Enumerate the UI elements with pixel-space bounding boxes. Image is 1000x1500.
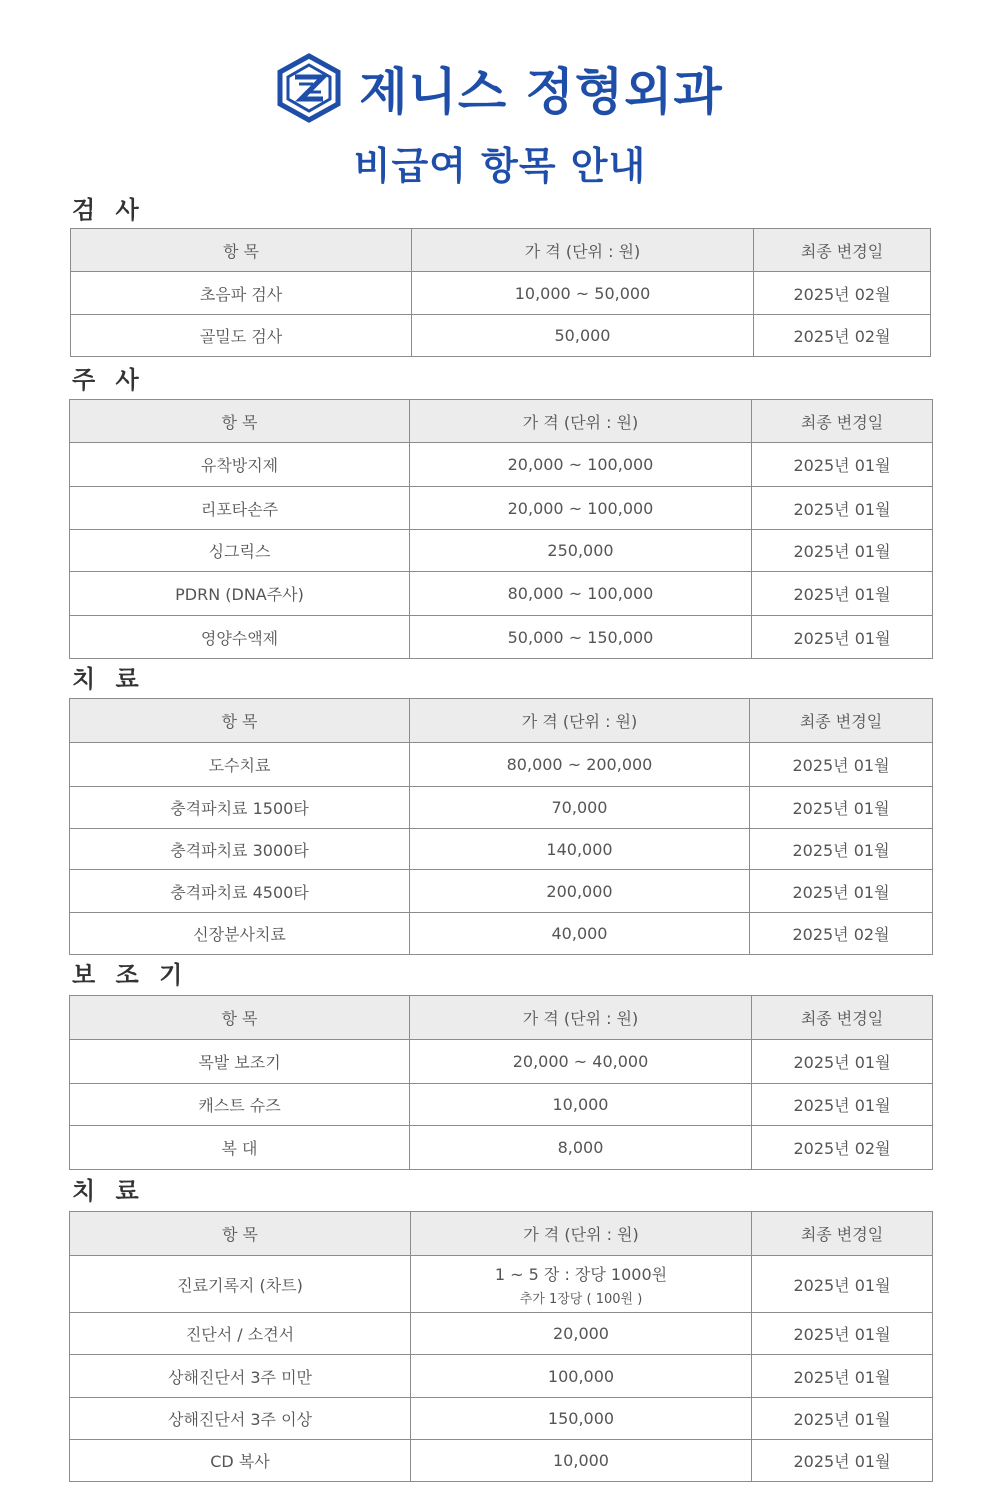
column-header-updated: 최종 변경일 [752,400,933,443]
price-note: 추가 1장당 ( 100원 ) [519,1291,643,1307]
last-updated: 2025년 01월 [752,1398,933,1440]
clinic-name: 제니스 정형외과 [359,63,723,121]
table-row [70,787,933,829]
table-row [70,530,933,572]
section-title: 검 사 [72,196,145,224]
item-price: 20,000 ~ 100,000 [410,443,752,487]
last-updated: 2025년 02월 [750,913,933,955]
page-header [0,0,1000,195]
last-updated: 2025년 01월 [752,1313,933,1355]
table-row [71,272,931,315]
table-row [70,1040,933,1084]
table-row [70,616,933,659]
last-updated: 2025년 02월 [754,315,931,357]
table-row [70,1256,933,1313]
column-header-updated: 최종 변경일 [750,699,933,743]
table-row [70,829,933,870]
section-title: 보 조 기 [72,961,189,989]
column-header-price: 가 격 (단위 : 원) [410,996,752,1040]
clinic-brand [0,48,1000,128]
item-price: 250,000 [410,530,752,572]
item-price: 10,000 [410,1084,752,1126]
item-name: 골밀도 검사 [71,315,412,357]
table-row [70,572,933,616]
last-updated: 2025년 01월 [750,787,933,829]
last-updated: 2025년 01월 [752,572,933,616]
table-header-row [70,996,933,1040]
item-name: 진단서 / 소견서 [70,1313,411,1355]
item-name: 캐스트 슈즈 [70,1084,410,1126]
last-updated: 2025년 01월 [752,1040,933,1084]
table-row [71,315,931,357]
column-header-price: 가 격 (단위 : 원) [411,1212,752,1256]
item-name: 상해진단서 3주 미만 [70,1355,411,1398]
item-name: 싱그릭스 [70,530,410,572]
last-updated: 2025년 01월 [750,829,933,870]
item-price: 80,000 ~ 100,000 [410,572,752,616]
price-table [69,1211,933,1482]
item-name: 진료기록지 (차트) [70,1256,411,1313]
table-header-row [70,1212,933,1256]
item-price: 20,000 ~ 100,000 [410,487,752,530]
last-updated: 2025년 01월 [752,1355,933,1398]
last-updated: 2025년 01월 [752,1084,933,1126]
last-updated: 2025년 01월 [750,743,933,787]
column-header-price: 가 격 (단위 : 원) [410,400,752,443]
item-price: 10,000 ~ 50,000 [412,272,754,315]
last-updated: 2025년 02월 [754,272,931,315]
table-row [70,870,933,913]
price-table [69,399,933,659]
item-price: 100,000 [411,1355,752,1398]
last-updated: 2025년 01월 [752,1256,933,1313]
price-table [70,228,931,357]
item-price: 50,000 [412,315,754,357]
column-header-price: 가 격 (단위 : 원) [410,699,750,743]
table-header-row [70,699,933,743]
item-name: PDRN (DNA주사) [70,572,410,616]
item-name: 리포타손주 [70,487,410,530]
last-updated: 2025년 01월 [752,443,933,487]
column-header-price: 가 격 (단위 : 원) [412,229,754,272]
item-price: 50,000 ~ 150,000 [410,616,752,659]
section-title: 치 료 [72,665,145,693]
item-name: 목발 보조기 [70,1040,410,1084]
table-row [70,1355,933,1398]
item-price: 20,000 ~ 40,000 [410,1040,752,1084]
table-row [70,1084,933,1126]
table-header-row [71,229,931,272]
table-row [70,1440,933,1482]
table-row [70,1313,933,1355]
item-price: 80,000 ~ 200,000 [410,743,750,787]
table-row [70,487,933,530]
column-header-updated: 최종 변경일 [752,1212,933,1256]
item-price: 10,000 [411,1440,752,1482]
item-price: 150,000 [411,1398,752,1440]
price-table [69,698,933,955]
page-title: 비급여 항목 안내 [353,144,647,188]
item-name: 상해진단서 3주 이상 [70,1398,411,1440]
item-price: 40,000 [410,913,750,955]
table-row [70,743,933,787]
column-header-updated: 최종 변경일 [754,229,931,272]
section-title: 치 료 [72,1177,145,1205]
price-table [69,995,933,1170]
last-updated: 2025년 02월 [752,1126,933,1170]
table-row [70,1398,933,1440]
last-updated: 2025년 01월 [752,1440,933,1482]
item-name: 유착방지제 [70,443,410,487]
price-main: 1 ~ 5 장 : 장당 1000원 [494,1264,668,1284]
item-name: 충격파치료 4500타 [70,870,410,913]
column-header-item: 항 목 [70,996,410,1040]
item-name: 초음파 검사 [71,272,412,315]
item-name: 복 대 [70,1126,410,1170]
item-name: 충격파치료 1500타 [70,787,410,829]
item-price: 70,000 [410,787,750,829]
item-price [411,1256,752,1313]
column-header-item: 항 목 [71,229,412,272]
table-row [70,443,933,487]
item-name: CD 복사 [70,1440,411,1482]
section-title: 주 사 [72,366,145,394]
item-name: 영양수액제 [70,616,410,659]
item-name: 신장분사치료 [70,913,410,955]
last-updated: 2025년 01월 [750,870,933,913]
item-price: 140,000 [410,829,750,870]
column-header-item: 항 목 [70,699,410,743]
table-row [70,1126,933,1170]
item-name: 충격파치료 3000타 [70,829,410,870]
last-updated: 2025년 01월 [752,530,933,572]
table-row [70,913,933,955]
last-updated: 2025년 01월 [752,487,933,530]
last-updated: 2025년 01월 [752,616,933,659]
zenith-logo-icon [277,53,341,123]
table-header-row [70,400,933,443]
item-price: 20,000 [411,1313,752,1355]
item-name: 도수치료 [70,743,410,787]
column-header-item: 항 목 [70,400,410,443]
item-price: 8,000 [410,1126,752,1170]
item-price: 200,000 [410,870,750,913]
column-header-updated: 최종 변경일 [752,996,933,1040]
column-header-item: 항 목 [70,1212,411,1256]
